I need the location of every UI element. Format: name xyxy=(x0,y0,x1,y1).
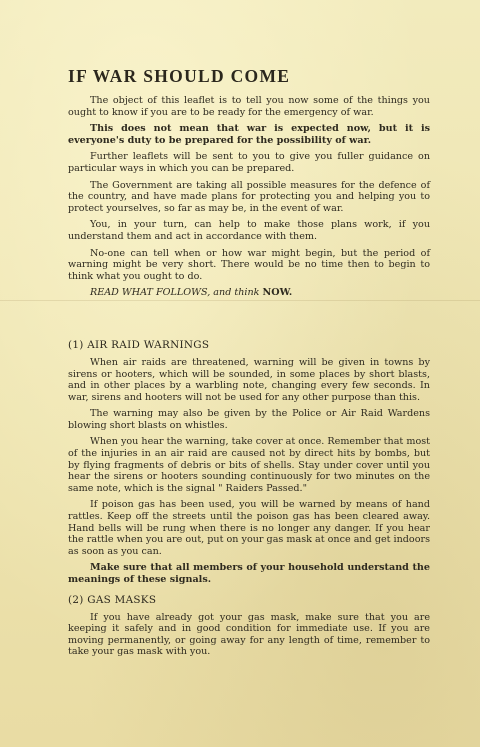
intro-paragraph: The Government are taking all possible measures for the defence of the country, and have made plans for protecting you and helping you to protect yourselves, so far as may be, in the event of war. xyxy=(68,179,430,214)
section-paragraph: Make sure that all members of your household understand the meanings of these signals. xyxy=(68,562,430,585)
section-paragraph: If you have already got your gas mask, make sure that you are keeping it safely and in good condition for immediate use. If you are moving permanently, or going away for any length of time, remember to take your gas mask with you. xyxy=(68,611,430,658)
intro-paragraph: Further leaflets will be sent to you to give you fuller guidance on particular ways in which you can be prepared. xyxy=(68,151,430,174)
read-now-emphasis: NOW. xyxy=(262,287,293,299)
intro-paragraph: You, in your turn, can help to make those plans work, if you understand them and act in accordance with them. xyxy=(68,219,430,242)
section-paragraph: When you hear the warning, take cover at once. Remember that most of the injuries in an air raid are caused not by direct hits by bombs, but by flying fragments of debris or bits of shells. Stay under cover until you hear the sirens or hooters sounding continuously for two minutes on the same note, which is the signal " Raiders Passed." xyxy=(68,436,430,494)
section-paragraph: When air raids are threatened, warning will be given in towns by sirens or hooters, which will be sounded, in some places by short blasts, and in other places by a warbling note, changing every few seconds. In war, sirens and hooters will not be used for any other purpose than this. xyxy=(68,356,430,403)
section-paragraph: The warning may also be given by the Police or Air Raid Wardens blowing short blasts on whistles. xyxy=(68,408,430,431)
section-heading-gas-masks: (2) GAS MASKS xyxy=(68,593,157,606)
intro-paragraph: This does not mean that war is expected now, but it is everyone's duty to be prepared for the possibility of war. xyxy=(68,123,430,146)
read-what-follows xyxy=(68,287,430,299)
intro-paragraph: No-one can tell when or how war might begin, but the period of warning might be very short. There would be no time then to begin to think what you ought to do. xyxy=(68,247,430,282)
section-paragraph: If poison gas has been used, you will be warned by means of hand rattles. Keep off the streets until the poison gas has been cleared away. Hand bells will be rung when there is no longer any danger. If you hear the rattle when you are out, put on your gas mask at once and get indoors as soon as you can. xyxy=(68,499,430,557)
intro-paragraph: The object of this leaflet is to tell you now some of the things you ought to know if you are to be ready for the emergency of war. xyxy=(68,95,430,118)
leaflet-title: IF WAR SHOULD COME xyxy=(68,66,291,86)
paper-fold-crease xyxy=(0,300,480,301)
section-heading-air-raid-warnings: (1) AIR RAID WARNINGS xyxy=(68,338,210,351)
read-what-text: READ WHAT FOLLOWS, and think xyxy=(90,287,263,299)
